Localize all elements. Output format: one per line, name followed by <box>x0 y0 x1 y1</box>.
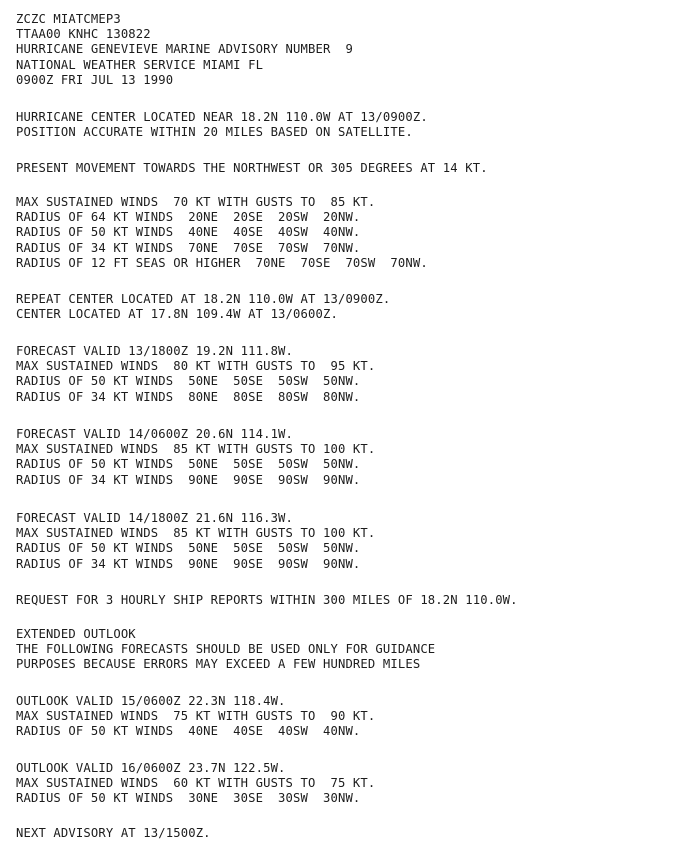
repeat-line: CENTER LOCATED AT 17.8N 109.4W AT 13/0600Z. <box>16 307 338 322</box>
forecast-line: FORECAST VALID 14/0600Z 20.6N 114.1W. <box>16 427 294 441</box>
position-section <box>16 110 428 140</box>
forecast-line: RADIUS OF 34 KT WINDS 90NE 90SE 90SW 90NW. <box>16 556 361 571</box>
outlook-line: MAX SUSTAINED WINDS 75 KT WITH GUSTS TO 90 KT. <box>16 709 376 724</box>
forecast-line: MAX SUSTAINED WINDS 85 KT WITH GUSTS TO 100 KT. <box>16 526 376 541</box>
forecast-section-1 <box>16 344 375 405</box>
winds-line: RADIUS OF 64 KT WINDS 20NE 20SE 20SW 20NW. <box>16 210 361 225</box>
outlook-line: OUTLOOK VALID 16/0600Z 23.7N 122.5W. <box>16 761 286 775</box>
forecast-line: RADIUS OF 50 KT WINDS 50NE 50SE 50SW 50NW. <box>16 457 361 472</box>
movement-line: PRESENT MOVEMENT TOWARDS THE NORTHWEST OR 305 DEGREES AT 14 KT. <box>16 161 488 175</box>
header-line: TTAA00 KNHC 130822 <box>16 27 151 42</box>
position-line: POSITION ACCURATE WITHIN 20 MILES BASED ON SATELLITE. <box>16 125 413 140</box>
next-advisory-line: NEXT ADVISORY AT 13/1500Z. <box>16 826 211 840</box>
extended-line: PURPOSES BECAUSE ERRORS MAY EXCEED A FEW HUNDRED MILES <box>16 657 421 672</box>
winds-line: RADIUS OF 12 FT SEAS OR HIGHER 70NE 70SE 70SW 70NW. <box>16 255 428 270</box>
forecast-line: FORECAST VALID 13/1800Z 19.2N 111.8W. <box>16 344 294 358</box>
extended-outlook-section <box>16 627 435 673</box>
forecast-line: RADIUS OF 34 KT WINDS 80NE 80SE 80SW 80NW. <box>16 389 361 404</box>
header-line: HURRICANE GENEVIEVE MARINE ADVISORY NUMBER 9 <box>16 42 353 57</box>
current-winds-section <box>16 195 428 271</box>
outlook-line: RADIUS OF 50 KT WINDS 40NE 40SE 40SW 40NW. <box>16 724 361 739</box>
outlook-line: RADIUS OF 50 KT WINDS 30NE 30SE 30SW 30NW. <box>16 791 361 806</box>
position-line: HURRICANE CENTER LOCATED NEAR 18.2N 110.0W AT 13/0900Z. <box>16 110 428 124</box>
header-line: ZCZC MIATCMEP3 <box>16 12 121 26</box>
forecast-section-2 <box>16 427 375 488</box>
repeat-line: REPEAT CENTER LOCATED AT 18.2N 110.0W AT 13/0900Z. <box>16 292 391 306</box>
outlook-line: MAX SUSTAINED WINDS 60 KT WITH GUSTS TO 75 KT. <box>16 776 376 791</box>
winds-line: RADIUS OF 50 KT WINDS 40NE 40SE 40SW 40NW. <box>16 225 361 240</box>
repeat-section <box>16 292 390 322</box>
extended-line: THE FOLLOWING FORECASTS SHOULD BE USED ONLY FOR GUIDANCE <box>16 642 436 657</box>
movement-section <box>16 161 488 176</box>
request-section <box>16 593 518 608</box>
winds-line: RADIUS OF 34 KT WINDS 70NE 70SE 70SW 70NW. <box>16 240 361 255</box>
forecast-line: RADIUS OF 50 KT WINDS 50NE 50SE 50SW 50NW. <box>16 374 361 389</box>
forecast-line: FORECAST VALID 14/1800Z 21.6N 116.3W. <box>16 511 294 525</box>
extended-line: EXTENDED OUTLOOK <box>16 627 136 641</box>
outlook-section-1 <box>16 694 375 740</box>
request-line: REQUEST FOR 3 HOURLY SHIP REPORTS WITHIN 300 MILES OF 18.2N 110.0W. <box>16 593 518 607</box>
forecast-line: RADIUS OF 50 KT WINDS 50NE 50SE 50SW 50NW. <box>16 541 361 556</box>
advisory-header <box>16 12 353 88</box>
forecast-line: MAX SUSTAINED WINDS 85 KT WITH GUSTS TO 100 KT. <box>16 442 376 457</box>
next-advisory-section <box>16 826 211 841</box>
header-line: NATIONAL WEATHER SERVICE MIAMI FL <box>16 57 264 72</box>
outlook-line: OUTLOOK VALID 15/0600Z 22.3N 118.4W. <box>16 694 286 708</box>
forecast-line: RADIUS OF 34 KT WINDS 90NE 90SE 90SW 90NW. <box>16 472 361 487</box>
outlook-section-2 <box>16 761 375 807</box>
forecast-line: MAX SUSTAINED WINDS 80 KT WITH GUSTS TO 95 KT. <box>16 359 376 374</box>
forecast-section-3 <box>16 511 375 572</box>
winds-line: MAX SUSTAINED WINDS 70 KT WITH GUSTS TO 85 KT. <box>16 195 376 209</box>
header-line: 0900Z FRI JUL 13 1990 <box>16 72 174 87</box>
